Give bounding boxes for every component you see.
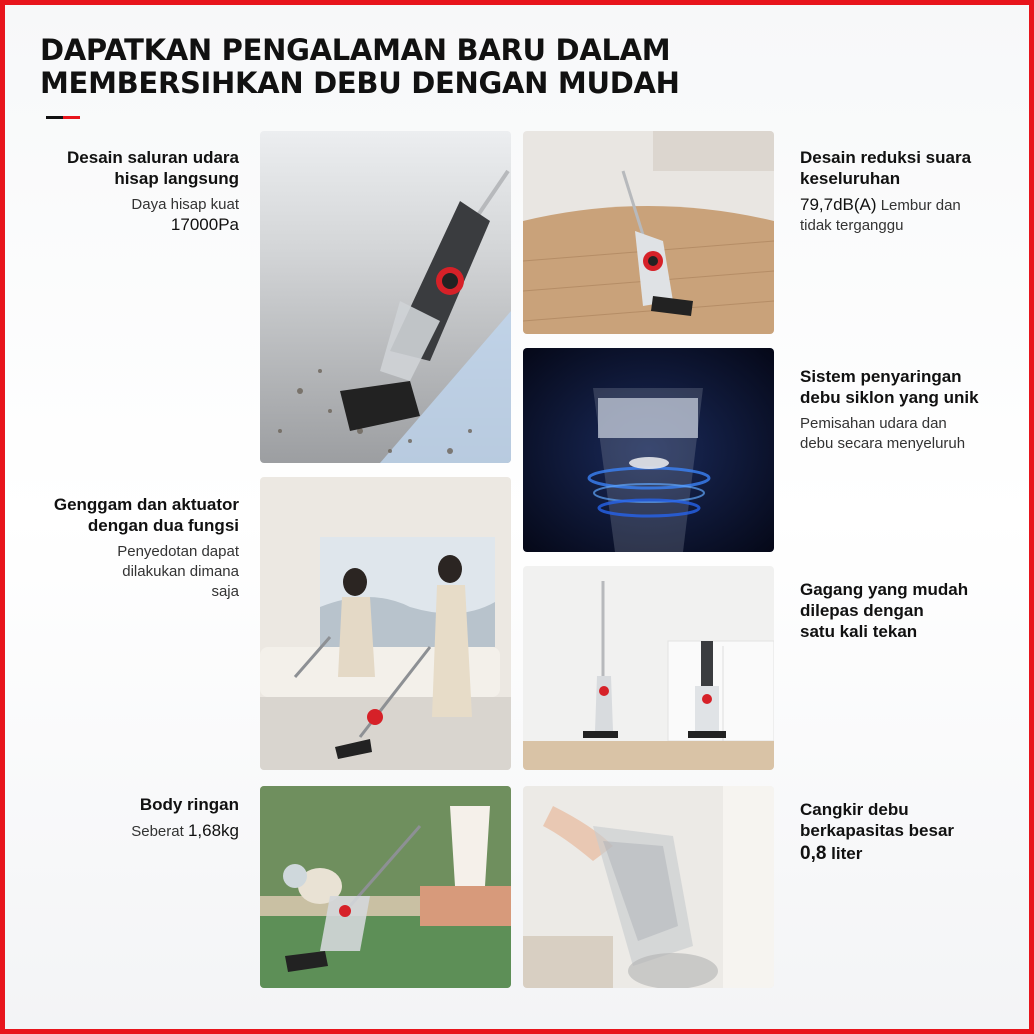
feature-grip — [20, 494, 239, 602]
grip-photo — [260, 477, 511, 770]
feature-cup-title-2: berkapasitas besar — [800, 821, 955, 840]
feature-cyclone-title-2: debu siklon yang unik — [800, 388, 979, 407]
feature-grip-desc-1: Penyedotan dapat — [117, 543, 239, 560]
title-line-2: MEMBERSIHKAN DEBU DENGAN MUDAH — [40, 66, 680, 100]
feature-noise-value: 79,7dB(A) — [800, 195, 877, 214]
feature-suction — [40, 147, 239, 235]
feature-cyclone-desc-1: Pemisahan udara dan — [800, 415, 947, 432]
title-accent-bar — [46, 116, 80, 119]
feature-noise-desc-2: tidak terganggu — [800, 217, 904, 234]
feature-handle — [800, 579, 1020, 642]
feature-weight-value: 1,68kg — [187, 821, 239, 840]
feature-grip-title-1: Genggam dan aktuator — [53, 495, 239, 514]
feature-handle-title-1: Gagang yang mudah — [800, 580, 969, 599]
feature-weight — [40, 794, 239, 842]
feature-suction-desc-1: Daya hisap kuat — [131, 196, 239, 213]
feature-weight-title: Body ringan — [139, 795, 239, 814]
feature-grip-desc-2: dilakukan dimana — [122, 563, 239, 580]
feature-cup-unit: liter — [826, 844, 863, 863]
page-title — [40, 34, 740, 100]
feature-grip-title-2: dengan dua fungsi — [87, 516, 239, 535]
feature-noise-title-1: Desain reduksi suara — [800, 148, 972, 167]
handle-photo — [523, 566, 774, 770]
cup-photo — [523, 786, 774, 988]
suction-photo — [260, 131, 511, 463]
feature-handle-title-2: dilepas dengan — [800, 601, 924, 620]
feature-cyclone-desc-2: debu secara menyeluruh — [800, 435, 966, 452]
feature-cyclone — [800, 366, 1025, 454]
feature-handle-title-3: satu kali tekan — [800, 622, 918, 641]
feature-suction-value: 17000Pa — [170, 215, 239, 234]
feature-suction-title-1: Desain saluran udara — [67, 148, 239, 167]
feature-suction-title-2: hisap langsung — [114, 169, 239, 188]
weight-photo — [260, 786, 511, 988]
feature-weight-desc: Seberat — [131, 823, 188, 840]
feature-noise-desc-1: Lembur dan — [876, 197, 961, 214]
feature-noise — [800, 147, 1020, 236]
noise-photo — [523, 131, 774, 334]
cyclone-photo — [523, 348, 774, 552]
feature-cup — [800, 799, 1020, 864]
title-line-1: DAPATKAN PENGALAMAN BARU DALAM — [40, 33, 671, 67]
feature-cyclone-title-1: Sistem penyaringan — [800, 367, 962, 386]
feature-cup-title-1: Cangkir debu — [800, 800, 909, 819]
feature-cup-value: 0,8 — [800, 843, 827, 864]
feature-noise-title-2: keseluruhan — [800, 169, 901, 188]
feature-grip-desc-3: saja — [211, 583, 239, 600]
